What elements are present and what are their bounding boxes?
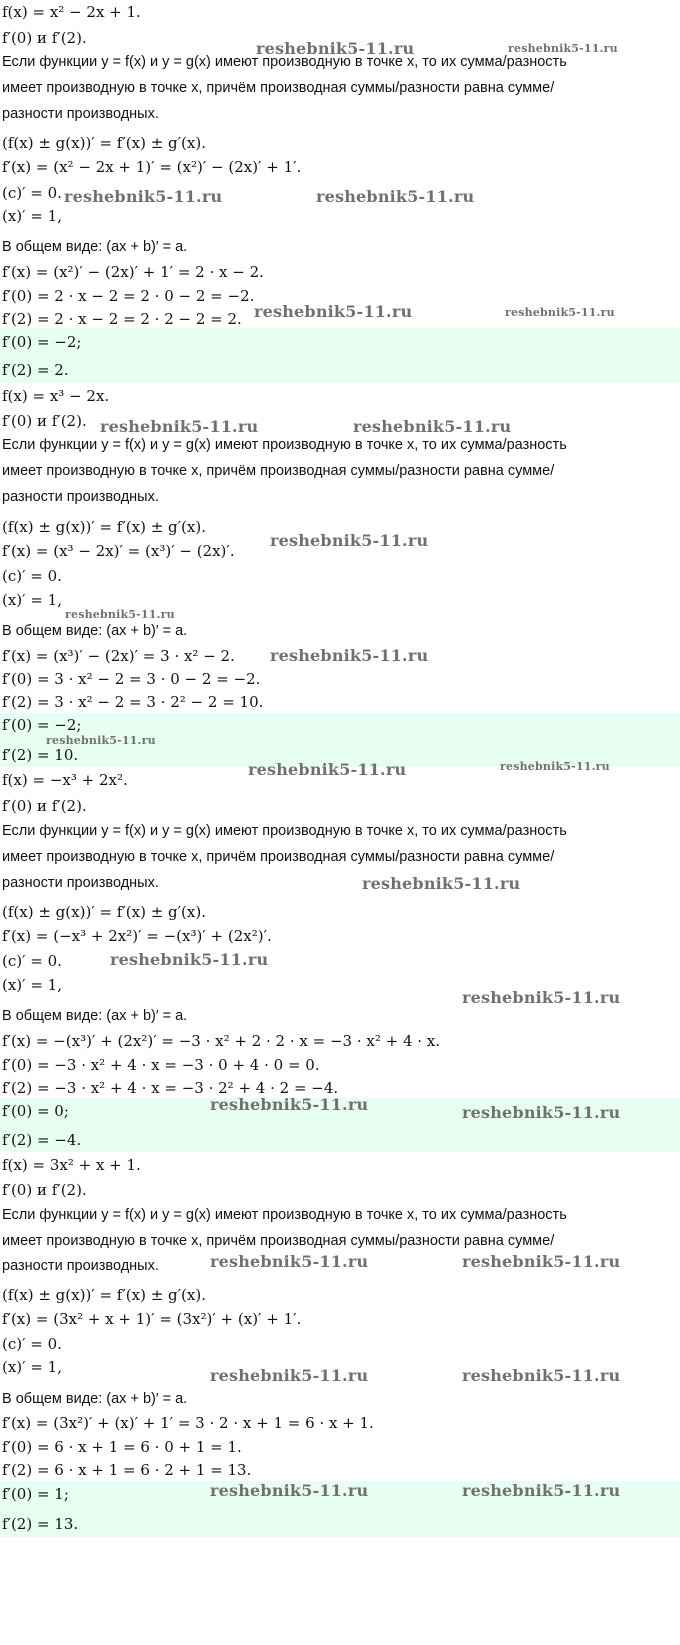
- calculation-line-3: f′(2) = 3 · x² − 2 = 3 · 2² − 2 = 10.: [2, 693, 264, 711]
- watermark: reshebnik5-11.ru: [64, 187, 223, 206]
- task-statement: f′(0) и f′(2).: [2, 1181, 87, 1199]
- rule-text-line-1: Если функции y = f(x) и y = g(x) имеют производную в точке x, то их сумма/разность: [2, 823, 567, 839]
- sum-rule-formula: (f(x) ± g(x))′ = f′(x) ± g′(x).: [2, 134, 206, 152]
- watermark: reshebnik5-11.ru: [100, 417, 259, 436]
- constant-rule: (c)′ = 0.: [2, 567, 62, 585]
- watermark: reshebnik5-11.ru: [254, 302, 413, 321]
- x-rule: (x)′ = 1,: [2, 207, 62, 225]
- watermark: reshebnik5-11.ru: [270, 646, 429, 665]
- watermark: reshebnik5-11.ru: [462, 1481, 621, 1500]
- watermark: reshebnik5-11.ru: [65, 608, 175, 621]
- derivative-expansion: f′(x) = (x³ − 2x)′ = (x³)′ − (2x)′.: [2, 542, 235, 560]
- answer-line-1: f′(0) = 0;: [2, 1102, 69, 1120]
- constant-rule: (c)′ = 0.: [2, 1335, 62, 1353]
- rule-text-line-2: имеет производную в точке x, причём производная суммы/разности равна сумме/: [2, 463, 555, 479]
- answer-box: [0, 328, 680, 383]
- watermark: reshebnik5-11.ru: [462, 1103, 621, 1122]
- rule-text-line-2: имеет производную в точке x, причём производная суммы/разности равна сумме/: [2, 80, 555, 96]
- calculation-line-1: f′(x) = (3x²)′ + (x)′ + 1′ = 3 · 2 · x + 1 = 6 · x + 1.: [2, 1414, 374, 1432]
- answer-line-2: f′(2) = 10.: [2, 746, 79, 764]
- function-definition: f(x) = x³ − 2x.: [2, 387, 110, 405]
- task-statement: f′(0) и f′(2).: [2, 797, 87, 815]
- watermark: reshebnik5-11.ru: [462, 1252, 621, 1271]
- general-form: В общем виде: (ax + b)′ = a.: [2, 239, 188, 255]
- watermark: reshebnik5-11.ru: [46, 734, 156, 747]
- calculation-line-3: f′(2) = 6 · x + 1 = 6 · 2 + 1 = 13.: [2, 1461, 252, 1479]
- watermark: reshebnik5-11.ru: [505, 306, 615, 319]
- answer-line-2: f′(2) = 2.: [2, 361, 69, 379]
- general-form: В общем виде: (ax + b)′ = a.: [2, 1391, 188, 1407]
- sum-rule-formula: (f(x) ± g(x))′ = f′(x) ± g′(x).: [2, 903, 206, 921]
- calculation-line-1: f′(x) = −(x³)′ + (2x²)′ = −3 · x² + 2 · 2 · x = −3 · x² + 4 · x.: [2, 1032, 441, 1050]
- function-definition: f(x) = x² − 2x + 1.: [2, 3, 141, 21]
- watermark: reshebnik5-11.ru: [353, 417, 512, 436]
- constant-rule: (c)′ = 0.: [2, 952, 62, 970]
- rule-text-line-3: разности производных.: [2, 489, 159, 505]
- rule-text-line-3: разности производных.: [2, 106, 159, 122]
- watermark: reshebnik5-11.ru: [210, 1366, 369, 1385]
- answer-line-2: f′(2) = 13.: [2, 1515, 79, 1533]
- function-definition: f(x) = 3x² + x + 1.: [2, 1156, 141, 1174]
- calculation-line-2: f′(0) = −3 · x² + 4 · x = −3 · 0 + 4 · 0 = 0.: [2, 1056, 320, 1074]
- derivative-expansion: f′(x) = (−x³ + 2x²)′ = −(x³)′ + (2x²)′.: [2, 927, 272, 945]
- watermark: reshebnik5-11.ru: [316, 187, 475, 206]
- watermark: reshebnik5-11.ru: [500, 760, 610, 773]
- rule-text-line-1: Если функции y = f(x) и y = g(x) имеют производную в точке x, то их сумма/разность: [2, 1207, 567, 1223]
- answer-line-2: f′(2) = −4.: [2, 1131, 82, 1149]
- calculation-line-2: f′(0) = 2 · x − 2 = 2 · 0 − 2 = −2.: [2, 287, 255, 305]
- x-rule: (x)′ = 1,: [2, 591, 62, 609]
- rule-text-line-3: разности производных.: [2, 1258, 159, 1274]
- derivative-expansion: f′(x) = (3x² + x + 1)′ = (3x²)′ + (x)′ + 1′.: [2, 1310, 302, 1328]
- rule-text-line-2: имеет производную в точке x, причём производная суммы/разности равна сумме/: [2, 849, 555, 865]
- watermark: reshebnik5-11.ru: [256, 39, 415, 58]
- answer-line-1: f′(0) = −2;: [2, 333, 82, 351]
- general-form: В общем виде: (ax + b)′ = a.: [2, 1008, 188, 1024]
- watermark: reshebnik5-11.ru: [210, 1252, 369, 1271]
- x-rule: (x)′ = 1,: [2, 976, 62, 994]
- watermark: reshebnik5-11.ru: [462, 1366, 621, 1385]
- watermark: reshebnik5-11.ru: [362, 874, 521, 893]
- x-rule: (x)′ = 1,: [2, 1358, 62, 1376]
- watermark: reshebnik5-11.ru: [110, 950, 269, 969]
- calculation-line-3: f′(2) = 2 · x − 2 = 2 · 2 − 2 = 2.: [2, 310, 242, 328]
- answer-line-1: f′(0) = −2;: [2, 716, 82, 734]
- function-definition: f(x) = −x³ + 2x².: [2, 771, 128, 789]
- answer-line-1: f′(0) = 1;: [2, 1485, 69, 1503]
- rule-text-line-2: имеет производную в точке x, причём производная суммы/разности равна сумме/: [2, 1233, 555, 1249]
- rule-text-line-1: Если функции y = f(x) и y = g(x) имеют производную в точке x, то их сумма/разность: [2, 437, 567, 453]
- rule-text-line-3: разности производных.: [2, 875, 159, 891]
- constant-rule: (c)′ = 0.: [2, 184, 62, 202]
- calculation-line-1: f′(x) = (x³)′ − (2x)′ = 3 · x² − 2.: [2, 647, 235, 665]
- task-statement: f′(0) и f′(2).: [2, 412, 87, 430]
- rule-text-line-1: Если функции y = f(x) и y = g(x) имеют производную в точке x, то их сумма/разность: [2, 54, 567, 70]
- calculation-line-3: f′(2) = −3 · x² + 4 · x = −3 · 2² + 4 · 2 = −4.: [2, 1079, 339, 1097]
- general-form: В общем виде: (ax + b)′ = a.: [2, 623, 188, 639]
- calculation-line-2: f′(0) = 6 · x + 1 = 6 · 0 + 1 = 1.: [2, 1438, 242, 1456]
- watermark: reshebnik5-11.ru: [508, 42, 618, 55]
- watermark: reshebnik5-11.ru: [210, 1481, 369, 1500]
- watermark: reshebnik5-11.ru: [462, 988, 621, 1007]
- sum-rule-formula: (f(x) ± g(x))′ = f′(x) ± g′(x).: [2, 1286, 206, 1304]
- calculation-line-1: f′(x) = (x²)′ − (2x)′ + 1′ = 2 · x − 2.: [2, 263, 264, 281]
- calculation-line-2: f′(0) = 3 · x² − 2 = 3 · 0 − 2 = −2.: [2, 670, 261, 688]
- watermark: reshebnik5-11.ru: [210, 1095, 369, 1114]
- watermark: reshebnik5-11.ru: [248, 760, 407, 779]
- sum-rule-formula: (f(x) ± g(x))′ = f′(x) ± g′(x).: [2, 518, 206, 536]
- watermark: reshebnik5-11.ru: [270, 531, 429, 550]
- task-statement: f′(0) и f′(2).: [2, 29, 87, 47]
- derivative-expansion: f′(x) = (x² − 2x + 1)′ = (x²)′ − (2x)′ + 1′.: [2, 158, 302, 176]
